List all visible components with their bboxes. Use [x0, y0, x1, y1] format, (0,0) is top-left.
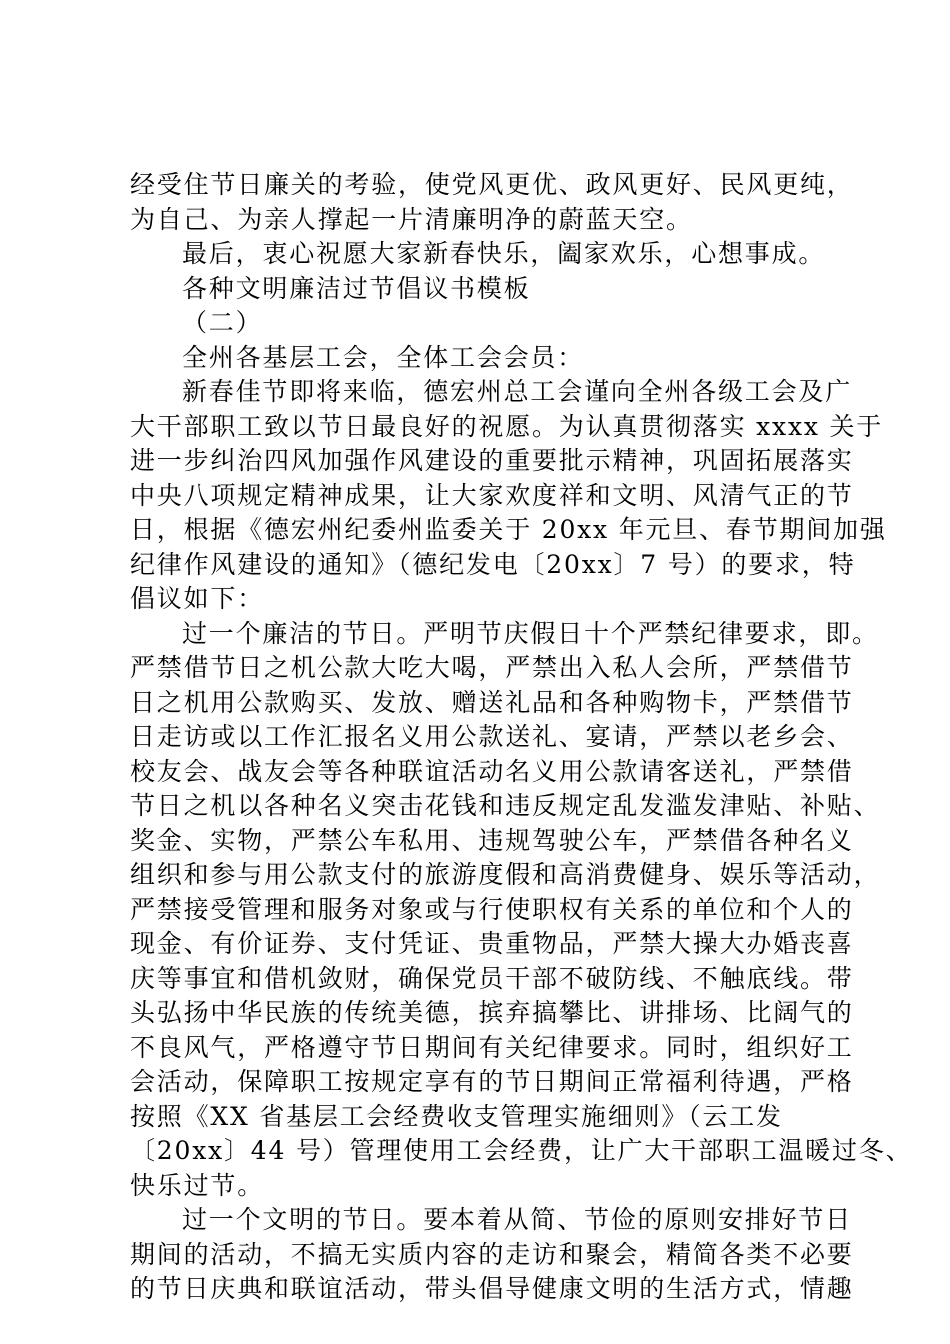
closing-wishes-line: 最后，衷心祝愿大家新春快乐，阖家欢乐，心想事成。 — [182, 239, 826, 268]
text-line: 经受住节日廉关的考验，使党风更优、政风更好、民风更纯， — [130, 170, 854, 199]
text-line: 〔20xx〕44 号）管理使用工会经费，让广大干部职工温暖过冬、 — [130, 1136, 913, 1165]
text-line: 现金、有价证券、支付凭证、贵重物品，严禁大操大办婚丧喜 — [130, 929, 854, 958]
text-line: 日走访或以工作汇报名义用公款送礼、宴请，严禁以老乡会、 — [130, 722, 854, 751]
text-line: 按照《XX 省基层工会经费收支管理实施细则》（云工发 — [130, 1101, 783, 1131]
text-line: 会活动，保障职工按规定享有的节日期间正常福利待遇，严格 — [130, 1067, 854, 1096]
text-line: 快乐过节。 — [130, 1170, 265, 1200]
text-line: 庆等事宜和借机敛财，确保党员干部不破防线、不触底线。带 — [130, 963, 854, 993]
section-title: 各种文明廉洁过节倡议书模板 — [182, 273, 531, 303]
text-line: 进一步纠治四风加强作风建设的重要批示精神，巩固拓展落实 — [130, 446, 854, 475]
text-line: 严禁借节日之机公款大吃大喝，严禁出入私人会所，严禁借节 — [130, 653, 854, 682]
text-line: 为自己、为亲人撑起一片清廉明净的蔚蓝天空。 — [130, 204, 693, 234]
text-line: 严禁接受管理和服务对象或与行使职权有关系的单位和个人的 — [130, 894, 854, 924]
text-line: 期间的活动，不搞无实质内容的走访和聚会，精简各类不必要 — [130, 1239, 854, 1269]
section-number: （二） — [182, 308, 263, 337]
text-line: 大干部职工致以节日最良好的祝愿。为认真贯彻落实 xxxx 关于 — [130, 411, 884, 441]
text-line: 日，根据《德宏州纪委州监委关于 20xx 年元旦、春节期间加强 — [130, 515, 887, 544]
salutation: 全州各基层工会，全体工会会员： — [182, 342, 585, 372]
paragraph-start: 过一个文明的节日。要本着从简、节俭的原则安排好节日 — [182, 1205, 853, 1234]
document-page — [130, 168, 913, 1307]
text-line: 中央八项规定精神成果，让大家欢度祥和文明、风清气正的节 — [130, 480, 854, 510]
text-line: 日之机用公款购买、发放、赠送礼品和各种购物卡，严禁借节 — [130, 687, 854, 717]
text-line: 组织和参与用公款支付的旅游度假和高消费健身、娱乐等活动， — [130, 860, 881, 889]
text-line: 纪律作风建设的通知》（德纪发电〔20xx〕7 号）的要求，特 — [130, 549, 856, 579]
paragraph-start: 过一个廉洁的节日。严明节庆假日十个严禁纪律要求，即。 — [182, 618, 879, 648]
text-line: 倡议如下： — [130, 584, 265, 613]
text-line: 节日之机以各种名义突击花钱和违反规定乱发滥发津贴、补贴、 — [130, 791, 881, 820]
text-line: 校友会、战友会等各种联谊活动名义用公款请客送礼，严禁借 — [130, 756, 854, 786]
text-line: 的节日庆典和联谊活动，带头倡导健康文明的生活方式，情趣 — [130, 1274, 854, 1303]
text-line: 头弘扬中华民族的传统美德，摈弃搞攀比、讲排场、比阔气的 — [130, 998, 854, 1027]
text-line: 奖金、实物，严禁公车私用、违规驾驶公车，严禁借各种名义 — [130, 825, 854, 855]
text-line: 不良风气，严格遵守节日期间有关纪律要求。同时，组织好工 — [130, 1032, 854, 1062]
paragraph-start: 新春佳节即将来临，德宏州总工会谨向全州各级工会及广 — [182, 377, 853, 406]
